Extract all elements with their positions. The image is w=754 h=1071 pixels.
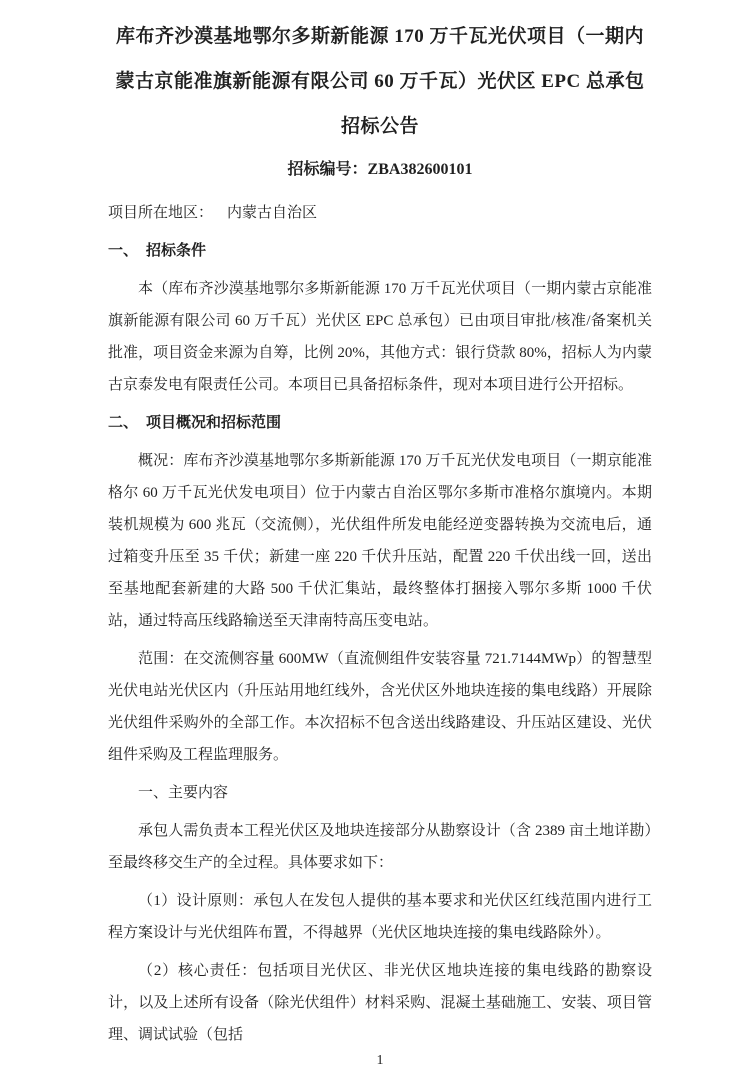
section-1-heading-marker: 一、 <box>108 243 139 259</box>
tender-number: 招标编号：ZBA382600101 <box>287 161 473 178</box>
section-2-heading <box>108 407 652 439</box>
item-1-design-principle-paragraph: （1）设计原则：承包人在发包人提供的基本要求和光伏区红线范围内进行工程方案设计与光伏组阵布置，不得越界（光伏区地块连接的集电线路除外）。 <box>108 893 652 941</box>
main-content-subheading: 一、主要内容 <box>138 785 229 801</box>
document-title: 库布齐沙漠基地鄂尔多斯新能源 170 万千瓦光伏项目（一期内蒙古京能准旗新能源有限公司 60 万千瓦）光伏区 EPC 总承包招标公告 <box>115 26 645 137</box>
region-label: 项目所在地区： <box>108 205 214 221</box>
item-2-core-responsibility-paragraph: （2）核心责任：包括项目光伏区、非光伏区地块连接的集电线路的勘察设计，以及上述所有设备（除光伏组件）材料采购、混凝土基础施工、安装、项目管理、调试试验（包括 <box>108 963 652 1043</box>
project-region-line <box>108 197 652 229</box>
section-1-heading <box>108 235 652 267</box>
scope-paragraph: 范围：在交流侧容量 600MW（直流侧组件安装容量 721.7144MWp）的智慧型光伏电站光伏区内（升压站用地红线外，含光伏区外地块连接的集电线路）开展除光伏组件采购外的全部工作。本次招标不包含送出线路建设、升压站区建设、光伏组件采购及工程监理服务。 <box>108 651 652 763</box>
region-value: 内蒙古自治区 <box>227 205 318 221</box>
overview-paragraph: 概况：库布齐沙漠基地鄂尔多斯新能源 170 万千瓦光伏发电项目（一期京能准格尔 60 万千瓦光伏发电项目）位于内蒙古自治区鄂尔多斯市准格尔旗境内。本期装机规模为 600 兆瓦（交流侧），光伏组件所发电能经逆变器转换为交流电后，通过箱变升压至 35 千伏；新建一座 220 千伏升压站，配置 220 千伏出线一回，送出至基地配套新建的大路 500 千伏汇集站，最终整体打捆接入鄂尔多斯 1000 千伏站，通过特高压线路输送至天津南特高压变电站。 <box>108 453 652 629</box>
main-content-paragraph: 承包人需负责本工程光伏区及地块连接部分从勘察设计（含 2389 亩土地详勘）至最终移交生产的全过程。具体要求如下： <box>108 823 652 871</box>
section-2-heading-marker: 二、 <box>108 415 139 431</box>
page-number: 1 <box>376 1053 384 1068</box>
section-1-paragraph: 本（库布齐沙漠基地鄂尔多斯新能源 170 万千瓦光伏项目（一期内蒙古京能准旗新能源有限公司 60 万千瓦）光伏区 EPC 总承包）已由项目审批/核准/备案机关批准，项目资金来源为自筹，比例 20%，其他方式：银行贷款 80%，招标人为内蒙古京泰发电有限责任公司。本项目已具备招标条件，现对本项目进行公开招标。 <box>108 281 652 393</box>
section-1-heading-text: 招标条件 <box>146 243 207 259</box>
section-2-heading-text: 项目概况和招标范围 <box>146 415 282 431</box>
